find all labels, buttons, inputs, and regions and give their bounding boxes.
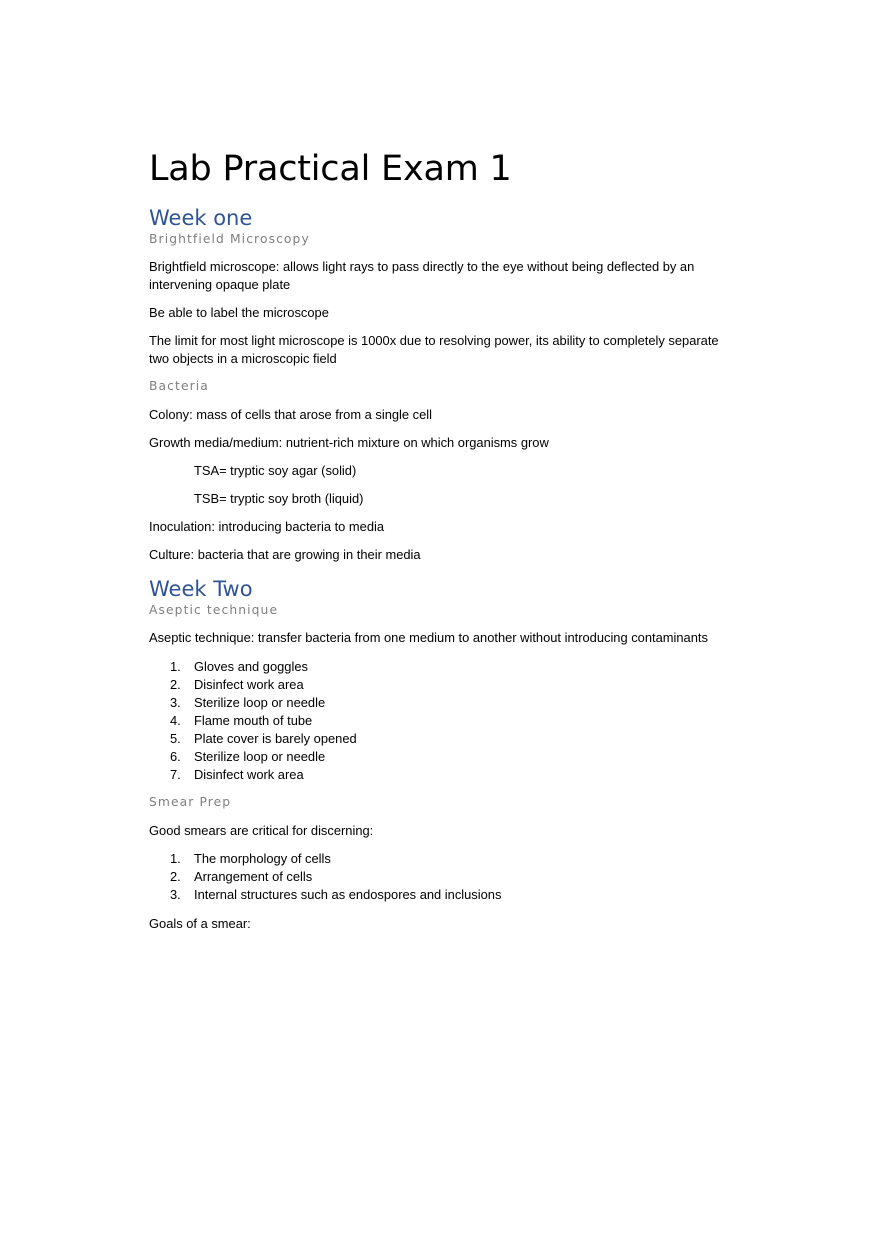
paragraph-culture: Culture: bacteria that are growing in their media — [149, 547, 421, 562]
list-text: The morphology of cells — [194, 851, 331, 866]
list-text: Disinfect work area — [194, 767, 304, 782]
list-text: Internal structures such as endospores and inclusions — [194, 887, 502, 902]
list-text: Plate cover is barely opened — [194, 731, 357, 746]
list-item — [149, 676, 724, 694]
aseptic-steps-list — [149, 658, 724, 784]
paragraph-inoculation: Inoculation: introducing bacteria to media — [149, 519, 385, 534]
list-text: Disinfect work area — [194, 677, 304, 692]
paragraph-label-microscope: Be able to label the microscope — [149, 305, 329, 320]
list-number: 2. — [170, 869, 181, 884]
list-number: 5. — [170, 731, 181, 746]
list-item — [149, 730, 724, 748]
heading-week-two: Week Two — [149, 577, 253, 601]
list-item — [149, 694, 724, 712]
paragraph-tsa: TSA= tryptic soy agar (solid) — [194, 463, 357, 478]
subheading-brightfield: Brightfield Microscopy — [149, 232, 310, 246]
paragraph-aseptic-definition: Aseptic technique: transfer bacteria from one medium to another without introducing contaminants — [149, 630, 708, 645]
list-item — [149, 868, 724, 886]
list-item — [149, 850, 724, 868]
list-text: Gloves and goggles — [194, 659, 308, 674]
paragraph-colony: Colony: mass of cells that arose from a single cell — [149, 407, 432, 422]
list-number: 6. — [170, 749, 181, 764]
list-text: Arrangement of cells — [194, 869, 313, 884]
paragraph-tsb: TSB= tryptic soy broth (liquid) — [194, 491, 364, 506]
paragraph-growth-media: Growth media/medium: nutrient-rich mixture on which organisms grow — [149, 435, 549, 450]
list-item — [149, 748, 724, 766]
list-number: 3. — [170, 695, 181, 710]
paragraph-brightfield-definition: Brightfield microscope: allows light rays to pass directly to the eye without being deflected by an intervening opaque plate — [149, 259, 695, 292]
paragraph-smear-goals: Goals of a smear: — [149, 916, 251, 931]
list-number: 4. — [170, 713, 181, 728]
list-item — [149, 886, 724, 904]
heading-week-one: Week one — [149, 206, 253, 230]
document-title: Lab Practical Exam 1 — [149, 149, 512, 189]
paragraph-resolving-power: The limit for most light microscope is 1000x due to resolving power, its ability to completely separate two objects in a microscopic field — [149, 333, 719, 366]
subheading-smear-prep: Smear Prep — [149, 795, 232, 809]
list-number: 3. — [170, 887, 181, 902]
smear-items-list — [149, 850, 724, 904]
list-item — [149, 658, 724, 676]
list-text: Flame mouth of tube — [194, 713, 313, 728]
list-text: Sterilize loop or needle — [194, 749, 326, 764]
list-number: 7. — [170, 767, 181, 782]
list-item — [149, 712, 724, 730]
list-item — [149, 766, 724, 784]
list-number: 1. — [170, 851, 181, 866]
list-number: 1. — [170, 659, 181, 674]
document-page — [149, 147, 724, 933]
subheading-bacteria: Bacteria — [149, 379, 209, 393]
list-number: 2. — [170, 677, 181, 692]
paragraph-smear-intro: Good smears are critical for discerning: — [149, 823, 374, 838]
list-text: Sterilize loop or needle — [194, 695, 326, 710]
subheading-aseptic: Aseptic technique — [149, 603, 279, 617]
